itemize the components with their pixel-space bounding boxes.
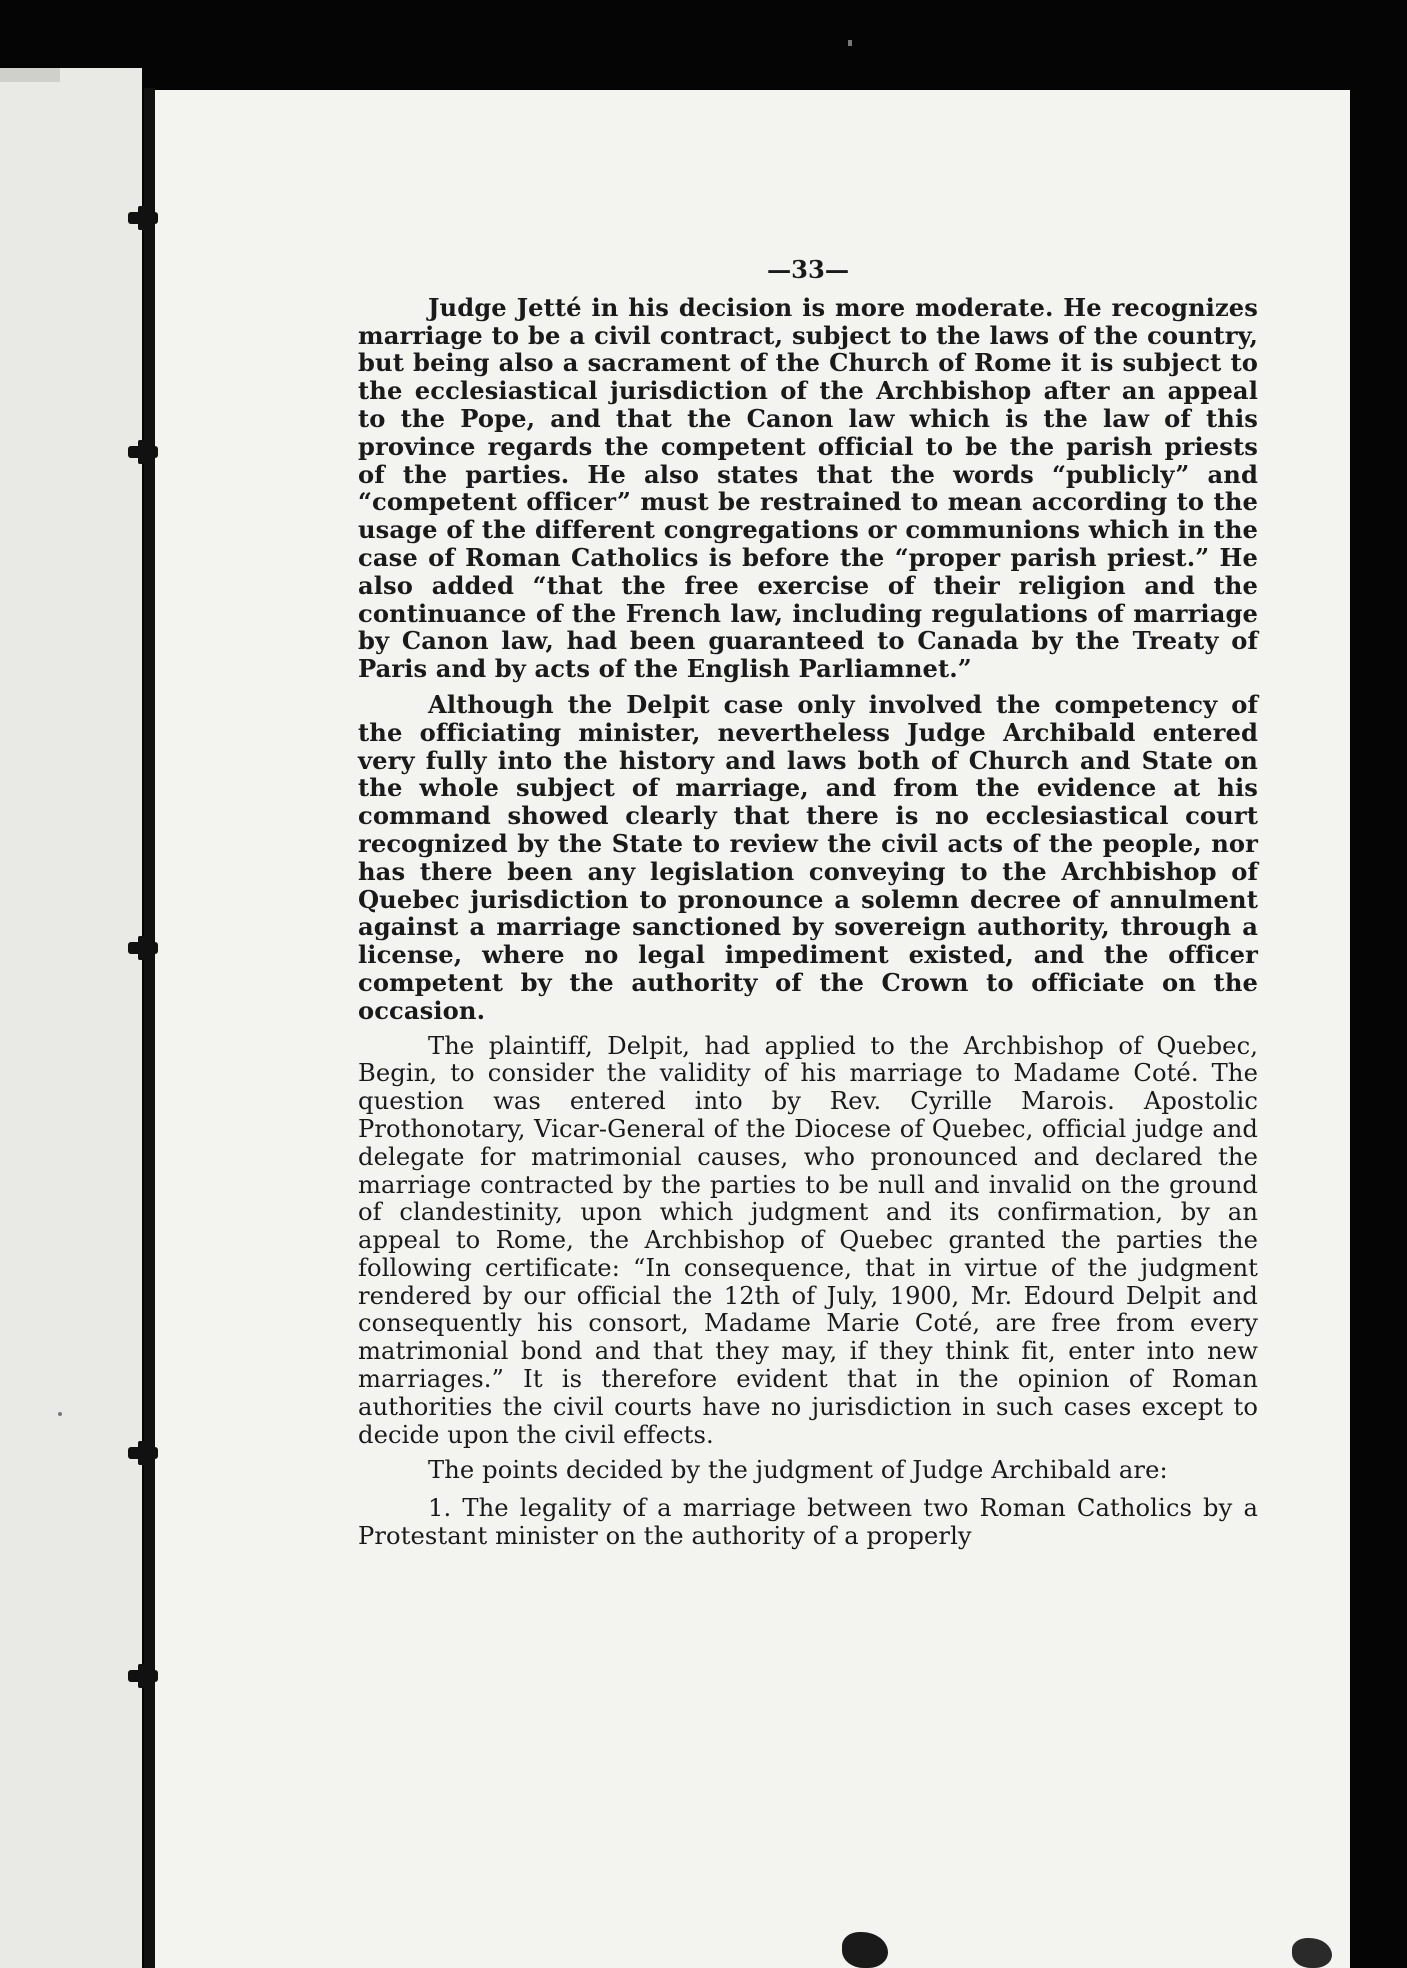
binding-staple	[128, 1447, 158, 1459]
previous-page-edge-top	[0, 68, 60, 82]
binding-staple	[128, 1670, 158, 1682]
speck	[58, 1412, 62, 1416]
page-text	[358, 256, 1258, 1559]
speck	[848, 40, 852, 46]
binding-staple	[128, 212, 158, 224]
paragraph-point-one: 1. The legality of a marriage between two Roman Catholics by a Protestant minister on the authority of a properly	[358, 1494, 1258, 1551]
paragraph-delpit-case: Although the Delpit case only involved the competency of the officiating minister, nevertheless Judge Archibald entered very fully into the history and laws both of Church and State on the whole subject of marriage, and from the evidence at his command showed clearly that there is no ecclesiastical court recognized by the State to review the civil acts of the people, nor has there been any legislation conveying to the Archbishop of Quebec jurisdiction to pronounce a solemn decree of annulment against a marriage sanctioned by sovereign authority, through a license, where no legal impediment existed, and the officer competent by the authority of the Crown to officiate on the occasion.	[358, 689, 1258, 1025]
binding-staple	[128, 942, 158, 954]
previous-page-edge	[0, 68, 142, 1968]
page-number: —33—	[766, 255, 850, 284]
paragraph-jette-decision: Judge Jetté in his decision is more moderate. He recognizes marriage to be a civil contract, subject to the laws of the country, but being also a sacrament of the Church of Rome it is subject to the ecclesiastical jurisdiction of the Archbishop after an appeal to the Pope, and that the Canon law which is the law of this province regards the competent official to be the parish priests of the parties. He also states that the words “publicly” and “competent officer” must be restrained to mean according to the usage of the different congregations or communions which in the case of Roman Catholics is before the “proper parish priest.” He also added “that the free exercise of their religion and the continuance of the French law, including regulations of marriage by Canon law, had been guaranteed to Canada by the Treaty of Paris and by acts of the English Parliamnet.”	[358, 292, 1258, 684]
binding-staple	[128, 446, 158, 458]
paragraph-plaintiff-application: The plaintiff, Delpit, had applied to the Archbishop of Quebec, Begin, to consider the validity of his marriage to Madame Coté. The question was entered into by Rev. Cyrille Marois. Apostolic Prothonotary, Vicar-General of the Diocese of Quebec, official judge and delegate for matrimonial causes, who pronounced and declared the marriage contracted by the parties to be null and invalid on the ground of clandestinity, upon which judgment and its confirmation, by an appeal to Rome, the Archbishop of Quebec granted the parties the following certificate: “In consequence, that in virtue of the judgment rendered by our official the 12th of July, 1900, Mr. Edourd Delpit and consequently his consort, Madame Marie Coté, are free from every matrimonial bond and that they may, if they think fit, enter into new marriages.” It is therefore evident that in the opinion of Roman authorities the civil courts have no jurisdiction in such cases except to decide upon the civil effects.	[358, 1031, 1258, 1449]
paragraph-points-decided: The points decided by the judgment of Judge Archibald are:	[428, 1456, 1168, 1485]
